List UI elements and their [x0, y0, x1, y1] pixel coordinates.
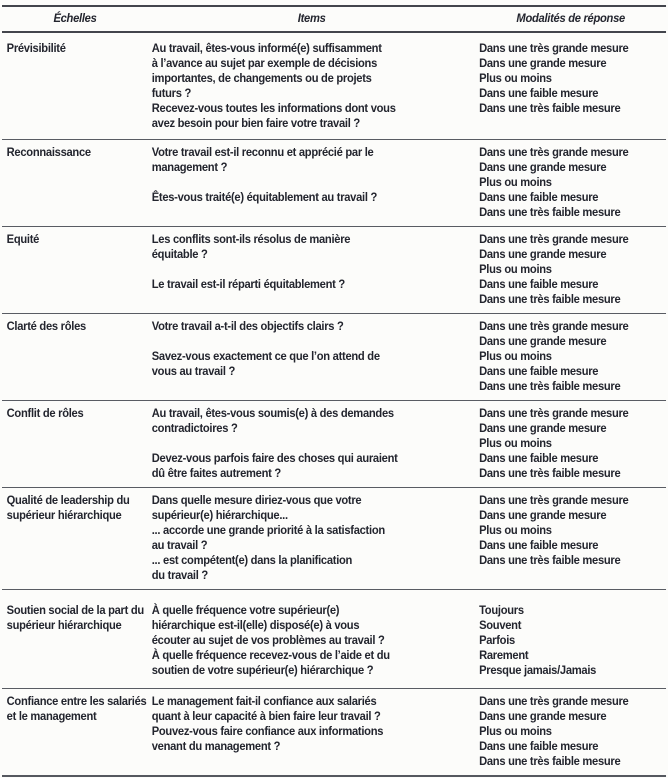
scale-cell	[2, 319, 148, 394]
item-line: ... accorde une grande priorité à la satisfaction	[151, 523, 385, 537]
item-line: futurs ?	[151, 86, 192, 100]
item-line: avez besoin pour bien faire votre travail ?	[151, 116, 360, 130]
responses-cell	[475, 694, 666, 769]
scale-cell	[2, 41, 148, 131]
scale-label: Reconnaissance	[6, 145, 91, 159]
questionnaire-scales-table	[2, 5, 666, 777]
responses-cell	[475, 145, 666, 220]
item-line: Pouvez-vous faire confiance aux informations	[151, 724, 384, 738]
response-option: Dans une grande mesure	[479, 160, 607, 174]
item-line: Au travail, êtes-vous soumis(e) à des demandes	[151, 406, 394, 420]
scale-cell	[2, 493, 148, 583]
responses-cell	[475, 41, 666, 131]
items-cell	[148, 41, 475, 131]
responses-cell	[475, 319, 666, 394]
scale-label: Equité	[6, 232, 40, 246]
response-option: Dans une très faible mesure	[479, 466, 621, 480]
item-line: Votre travail est-il reconnu et apprécié par le	[151, 145, 374, 159]
response-option: Dans une très grande mesure	[479, 493, 629, 507]
response-option: Dans une très grande mesure	[479, 406, 629, 420]
item-line: À quelle fréquence votre supérieur(e)	[151, 603, 340, 617]
item-line: soutien de votre supérieur(e) hiérarchique ?	[151, 663, 374, 677]
item-line: Le management fait-il confiance aux salariés	[151, 694, 377, 708]
column-header-echelles: Échelles	[53, 11, 97, 25]
response-option: Dans une très faible mesure	[479, 553, 621, 567]
response-option: Dans une grande mesure	[479, 247, 607, 261]
item-line: Le travail est-il réparti équitablement ?	[151, 277, 345, 291]
item-line: contradictoires ?	[151, 421, 238, 435]
item-line: venant du management ?	[151, 739, 281, 753]
item-line: quant à leur capacité à bien faire leur travail ?	[151, 709, 381, 723]
scale-cell	[2, 232, 148, 307]
responses-cell	[475, 603, 666, 678]
response-option: Rarement	[479, 648, 529, 662]
response-option: Dans une faible mesure	[479, 451, 599, 465]
response-option: Dans une très grande mesure	[479, 319, 629, 333]
scale-cell	[2, 145, 148, 220]
scale-cell	[2, 694, 148, 769]
item-line: au travail ?	[151, 538, 208, 552]
item-line: importantes, de changements ou de projets	[151, 71, 372, 85]
item-line: vous au travail ?	[151, 364, 236, 378]
item-blank-line	[152, 436, 476, 451]
responses-cell	[475, 406, 666, 481]
response-option: Dans une très grande mesure	[479, 145, 629, 159]
items-cell	[148, 493, 475, 583]
item-line: management ?	[151, 160, 228, 174]
response-option: Presque jamais/Jamais	[479, 663, 597, 677]
scale-label: Prévisibilité	[6, 41, 66, 55]
response-option: Plus ou moins	[479, 175, 552, 189]
response-option: Dans une faible mesure	[479, 538, 599, 552]
table-row	[2, 226, 666, 313]
item-line: du travail ?	[151, 568, 208, 582]
responses-cell	[475, 232, 666, 307]
response-option: Dans une faible mesure	[479, 190, 599, 204]
item-line: Devez-vous parfois faire des choses qui auraient	[151, 451, 398, 465]
response-option: Dans une faible mesure	[479, 277, 599, 291]
response-option: Dans une très faible mesure	[479, 754, 621, 768]
scale-label: Clarté des rôles	[6, 319, 86, 333]
column-header-items: Items	[297, 11, 326, 25]
table-header-row	[2, 7, 666, 33]
items-cell	[148, 232, 475, 307]
response-option: Plus ou moins	[479, 349, 552, 363]
table-row	[2, 688, 666, 775]
response-option: Plus ou moins	[479, 262, 552, 276]
scale-label: Qualité de leadership du supérieur hiérarchique	[6, 493, 130, 522]
scale-label: Confiance entre les salariés et le management	[6, 694, 147, 723]
response-option: Dans une grande mesure	[479, 56, 607, 70]
response-option: Dans une très grande mesure	[479, 41, 629, 55]
item-blank-line	[152, 262, 476, 277]
response-option: Parfois	[479, 633, 515, 647]
response-option: Dans une très faible mesure	[479, 101, 621, 115]
item-line: Recevez-vous toutes les informations dont vous	[151, 101, 396, 115]
item-line: à l’avance au sujet par exemple de décisions	[151, 56, 378, 70]
items-cell	[148, 145, 475, 220]
item-line: Êtes-vous traité(e) équitablement au travail ?	[151, 190, 378, 204]
table-row	[2, 139, 666, 226]
item-line: supérieur(e) hiérarchique...	[151, 508, 288, 522]
item-line: ... est compétent(e) dans la planification	[151, 553, 353, 567]
response-option: Plus ou moins	[479, 71, 552, 85]
scale-cell	[2, 406, 148, 481]
table-row	[2, 33, 666, 139]
response-option: Dans une très faible mesure	[479, 379, 621, 393]
item-line: Au travail, êtes-vous informé(e) suffisamment	[151, 41, 382, 55]
item-line: Les conflits sont-ils résolus de manière	[151, 232, 351, 246]
response-option: Plus ou moins	[479, 724, 552, 738]
response-option: Plus ou moins	[479, 436, 552, 450]
items-cell	[148, 603, 475, 678]
scale-label: Conflit de rôles	[6, 406, 84, 420]
scale-cell	[2, 603, 148, 678]
response-option: Dans une faible mesure	[479, 364, 599, 378]
response-option: Plus ou moins	[479, 523, 552, 537]
table-row	[2, 589, 666, 688]
item-blank-line	[152, 334, 476, 349]
response-option: Toujours	[479, 603, 524, 617]
table-row	[2, 313, 666, 400]
item-line: Savez-vous exactement ce que l’on attend de	[151, 349, 380, 363]
response-option: Dans une faible mesure	[479, 86, 599, 100]
item-line: Dans quelle mesure diriez-vous que votre	[151, 493, 362, 507]
scale-label: Soutien social de la part du supérieur hiérarchique	[6, 603, 144, 632]
column-header-modalites: Modalités de réponse	[516, 11, 625, 25]
response-option: Dans une grande mesure	[479, 508, 607, 522]
response-option: Dans une très grande mesure	[479, 232, 629, 246]
response-option: Souvent	[479, 618, 522, 632]
response-option: Dans une très grande mesure	[479, 694, 629, 708]
table-row	[2, 400, 666, 487]
response-option: Dans une faible mesure	[479, 739, 599, 753]
item-line: écouter au sujet de vos problèmes au travail ?	[151, 633, 385, 647]
item-line: hiérarchique est-il(elle) disposé(e) à vous	[151, 618, 360, 632]
items-cell	[148, 406, 475, 481]
table-body	[2, 33, 666, 775]
response-option: Dans une très faible mesure	[479, 292, 621, 306]
response-option: Dans une très faible mesure	[479, 205, 621, 219]
response-option: Dans une grande mesure	[479, 421, 607, 435]
item-blank-line	[152, 175, 476, 190]
table-row	[2, 487, 666, 589]
item-line: À quelle fréquence recevez-vous de l’aide et du	[151, 648, 390, 662]
item-line: dû être faites autrement ?	[151, 466, 281, 480]
items-cell	[148, 694, 475, 769]
responses-cell	[475, 493, 666, 583]
response-option: Dans une grande mesure	[479, 334, 607, 348]
item-line: équitable ?	[151, 247, 208, 261]
item-line: Votre travail a-t-il des objectifs clairs ?	[151, 319, 344, 333]
response-option: Dans une grande mesure	[479, 709, 607, 723]
items-cell	[148, 319, 475, 394]
